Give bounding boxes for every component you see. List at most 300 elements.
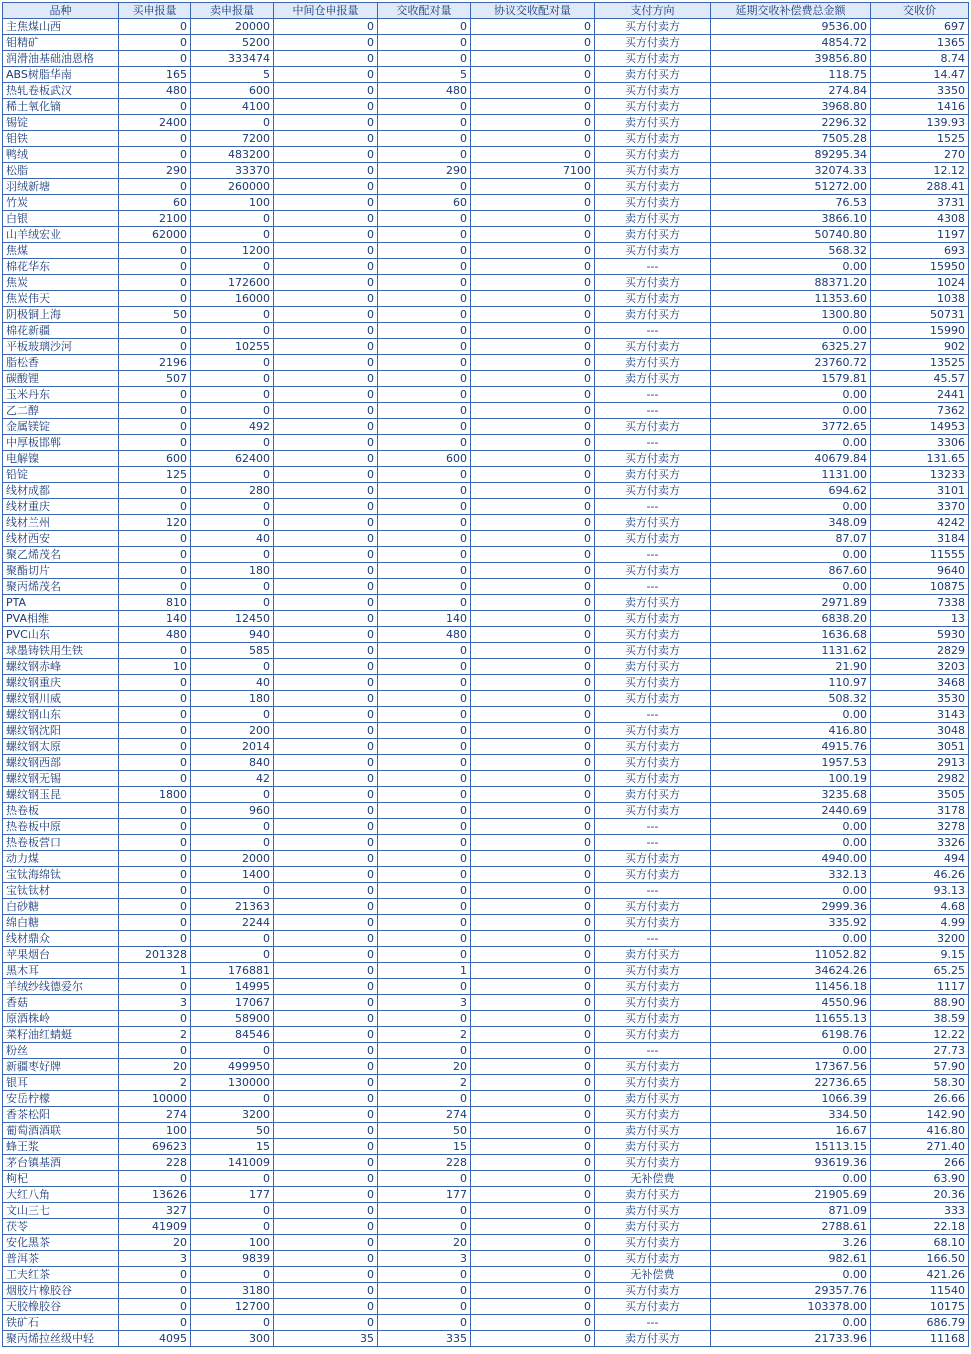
table-row: [3, 1235, 969, 1251]
cell-buy-qty: 0: [119, 739, 191, 755]
cell-buy-qty: 4095: [119, 1331, 191, 1347]
cell-sell-qty: 5200: [191, 35, 274, 51]
cell-delivery-qty: 335: [378, 1331, 471, 1347]
cell-sell-qty: 0: [191, 515, 274, 531]
cell-buy-qty: 0: [119, 323, 191, 339]
cell-sell-qty: 300: [191, 1331, 274, 1347]
table-row: [3, 1299, 969, 1315]
cell-middle-qty: 0: [274, 403, 378, 419]
cell-middle-qty: 0: [274, 515, 378, 531]
cell-middle-qty: 0: [274, 163, 378, 179]
cell-middle-qty: 0: [274, 1027, 378, 1043]
cell-compensation-amount: 11456.18: [711, 979, 871, 995]
cell-sell-qty: 0: [191, 1219, 274, 1235]
cell-pay-direction: 买方付卖方: [595, 1027, 711, 1043]
cell-middle-qty: 0: [274, 1235, 378, 1251]
cell-middle-qty: 0: [274, 883, 378, 899]
cell-pay-direction: 买方付卖方: [595, 1235, 711, 1251]
cell-sell-qty: 200: [191, 723, 274, 739]
cell-sell-qty: 100: [191, 195, 274, 211]
cell-compensation-amount: 568.32: [711, 243, 871, 259]
cell-delivery-price: 3731: [871, 195, 969, 211]
cell-compensation-amount: 2788.61: [711, 1219, 871, 1235]
cell-buy-qty: 0: [119, 867, 191, 883]
cell-sell-qty: 12700: [191, 1299, 274, 1315]
cell-variety: 宝钛钛材: [3, 883, 119, 899]
cell-middle-qty: 0: [274, 931, 378, 947]
cell-agreement-qty: 0: [471, 835, 595, 851]
cell-sell-qty: 0: [191, 403, 274, 419]
cell-delivery-qty: 0: [378, 771, 471, 787]
cell-pay-direction: 卖方付买方: [595, 211, 711, 227]
cell-pay-direction: 卖方付买方: [595, 947, 711, 963]
cell-agreement-qty: 0: [471, 659, 595, 675]
cell-middle-qty: 0: [274, 1219, 378, 1235]
cell-sell-qty: 280: [191, 483, 274, 499]
cell-agreement-qty: 0: [471, 1011, 595, 1027]
cell-variety: 阴极铜上海: [3, 307, 119, 323]
table-row: [3, 211, 969, 227]
cell-buy-qty: 120: [119, 515, 191, 531]
cell-agreement-qty: 0: [471, 1139, 595, 1155]
cell-pay-direction: 卖方付买方: [595, 307, 711, 323]
table-row: [3, 1139, 969, 1155]
cell-delivery-price: 3178: [871, 803, 969, 819]
cell-variety: 苹果烟台: [3, 947, 119, 963]
cell-variety: 热卷板: [3, 803, 119, 819]
cell-delivery-price: 1038: [871, 291, 969, 307]
cell-sell-qty: 0: [191, 931, 274, 947]
cell-buy-qty: 0: [119, 339, 191, 355]
cell-agreement-qty: 0: [471, 1315, 595, 1331]
cell-pay-direction: 买方付卖方: [595, 1251, 711, 1267]
cell-variety: 工夫红茶: [3, 1267, 119, 1283]
cell-middle-qty: 0: [274, 19, 378, 35]
cell-agreement-qty: 0: [471, 1299, 595, 1315]
cell-delivery-price: 3278: [871, 819, 969, 835]
cell-compensation-amount: 0.00: [711, 819, 871, 835]
cell-variety: 螺纹钢川威: [3, 691, 119, 707]
cell-delivery-price: 686.79: [871, 1315, 969, 1331]
cell-middle-qty: 0: [274, 563, 378, 579]
cell-sell-qty: 58900: [191, 1011, 274, 1027]
cell-delivery-qty: 0: [378, 579, 471, 595]
cell-middle-qty: 0: [274, 483, 378, 499]
cell-pay-direction: ---: [595, 707, 711, 723]
cell-compensation-amount: 7505.28: [711, 131, 871, 147]
cell-buy-qty: 69623: [119, 1139, 191, 1155]
table-row: [3, 819, 969, 835]
cell-middle-qty: 0: [274, 1251, 378, 1267]
cell-compensation-amount: 3772.65: [711, 419, 871, 435]
cell-pay-direction: ---: [595, 547, 711, 563]
cell-middle-qty: 0: [274, 99, 378, 115]
table-row: [3, 451, 969, 467]
cell-delivery-qty: 0: [378, 435, 471, 451]
cell-agreement-qty: 0: [471, 387, 595, 403]
cell-compensation-amount: 0.00: [711, 1315, 871, 1331]
cell-sell-qty: 960: [191, 803, 274, 819]
cell-delivery-qty: 0: [378, 19, 471, 35]
cell-middle-qty: 0: [274, 595, 378, 611]
cell-variety: 原酒株岭: [3, 1011, 119, 1027]
table-row: [3, 995, 969, 1011]
cell-buy-qty: 100: [119, 1123, 191, 1139]
cell-delivery-qty: 480: [378, 627, 471, 643]
table-row: [3, 883, 969, 899]
cell-variety: 中厚板邯郸: [3, 435, 119, 451]
table-row: [3, 483, 969, 499]
cell-compensation-amount: 0.00: [711, 435, 871, 451]
cell-variety: 铁矿石: [3, 1315, 119, 1331]
cell-buy-qty: 0: [119, 931, 191, 947]
cell-middle-qty: 0: [274, 1091, 378, 1107]
cell-sell-qty: 0: [191, 595, 274, 611]
cell-buy-qty: 0: [119, 563, 191, 579]
cell-variety: 焦炭: [3, 275, 119, 291]
header-variety: 品种: [3, 3, 119, 19]
cell-compensation-amount: 0.00: [711, 931, 871, 947]
table-row: [3, 611, 969, 627]
cell-compensation-amount: 1300.80: [711, 307, 871, 323]
table-row: [3, 323, 969, 339]
cell-compensation-amount: 0.00: [711, 387, 871, 403]
cell-agreement-qty: 0: [471, 595, 595, 611]
table-row: [3, 387, 969, 403]
cell-middle-qty: 0: [274, 579, 378, 595]
cell-compensation-amount: 50740.80: [711, 227, 871, 243]
cell-compensation-amount: 32074.33: [711, 163, 871, 179]
cell-delivery-price: 142.90: [871, 1107, 969, 1123]
cell-agreement-qty: 0: [471, 323, 595, 339]
cell-sell-qty: 0: [191, 659, 274, 675]
cell-agreement-qty: 0: [471, 723, 595, 739]
cell-delivery-price: 3370: [871, 499, 969, 515]
cell-agreement-qty: 0: [471, 1219, 595, 1235]
cell-middle-qty: 0: [274, 1011, 378, 1027]
cell-middle-qty: 0: [274, 1299, 378, 1315]
table-row: [3, 1011, 969, 1027]
cell-delivery-qty: 0: [378, 595, 471, 611]
table-body: [3, 19, 969, 1347]
cell-sell-qty: 33370: [191, 163, 274, 179]
cell-sell-qty: 16000: [191, 291, 274, 307]
table-row: [3, 1075, 969, 1091]
cell-buy-qty: 41909: [119, 1219, 191, 1235]
cell-pay-direction: 买方付卖方: [595, 19, 711, 35]
cell-delivery-price: 3306: [871, 435, 969, 451]
cell-variety: 新疆枣好牌: [3, 1059, 119, 1075]
cell-middle-qty: 0: [274, 419, 378, 435]
cell-buy-qty: 0: [119, 643, 191, 659]
cell-sell-qty: 180: [191, 563, 274, 579]
cell-compensation-amount: 416.80: [711, 723, 871, 739]
cell-buy-qty: 0: [119, 179, 191, 195]
cell-agreement-qty: 0: [471, 1091, 595, 1107]
cell-delivery-price: 139.93: [871, 115, 969, 131]
cell-compensation-amount: 2971.89: [711, 595, 871, 611]
cell-sell-qty: 42: [191, 771, 274, 787]
cell-delivery-price: 27.73: [871, 1043, 969, 1059]
cell-variety: 香茶松阳: [3, 1107, 119, 1123]
cell-buy-qty: 0: [119, 819, 191, 835]
cell-pay-direction: ---: [595, 403, 711, 419]
cell-sell-qty: 0: [191, 707, 274, 723]
cell-pay-direction: 卖方付买方: [595, 355, 711, 371]
cell-pay-direction: 买方付卖方: [595, 99, 711, 115]
cell-compensation-amount: 100.19: [711, 771, 871, 787]
table-row: [3, 579, 969, 595]
cell-middle-qty: 0: [274, 1187, 378, 1203]
cell-buy-qty: 2: [119, 1075, 191, 1091]
cell-delivery-price: 88.90: [871, 995, 969, 1011]
table-row: [3, 403, 969, 419]
cell-delivery-price: 10175: [871, 1299, 969, 1315]
cell-compensation-amount: 15113.15: [711, 1139, 871, 1155]
cell-compensation-amount: 0.00: [711, 323, 871, 339]
cell-sell-qty: 0: [191, 259, 274, 275]
cell-delivery-price: 3530: [871, 691, 969, 707]
cell-agreement-qty: 0: [471, 1171, 595, 1187]
table-row: [3, 659, 969, 675]
cell-pay-direction: 买方付卖方: [595, 131, 711, 147]
cell-delivery-qty: 0: [378, 947, 471, 963]
cell-delivery-qty: 0: [378, 51, 471, 67]
cell-pay-direction: 卖方付买方: [595, 1091, 711, 1107]
cell-delivery-qty: 0: [378, 931, 471, 947]
cell-sell-qty: 0: [191, 467, 274, 483]
cell-variety: 烟胶片橡胶谷: [3, 1283, 119, 1299]
cell-delivery-price: 2829: [871, 643, 969, 659]
cell-pay-direction: 买方付卖方: [595, 1107, 711, 1123]
cell-delivery-price: 13: [871, 611, 969, 627]
table-row: [3, 979, 969, 995]
table-row: [3, 243, 969, 259]
cell-agreement-qty: 0: [471, 195, 595, 211]
cell-pay-direction: 买方付卖方: [595, 1059, 711, 1075]
cell-variety: 山羊绒宏业: [3, 227, 119, 243]
cell-pay-direction: 买方付卖方: [595, 915, 711, 931]
cell-sell-qty: 40: [191, 531, 274, 547]
cell-buy-qty: 0: [119, 707, 191, 723]
cell-delivery-qty: 0: [378, 419, 471, 435]
cell-variety: 白砂糖: [3, 899, 119, 915]
cell-delivery-qty: 0: [378, 307, 471, 323]
table-row: [3, 147, 969, 163]
cell-middle-qty: 0: [274, 259, 378, 275]
cell-compensation-amount: 16.67: [711, 1123, 871, 1139]
cell-sell-qty: 1400: [191, 867, 274, 883]
cell-delivery-price: 3184: [871, 531, 969, 547]
cell-compensation-amount: 0.00: [711, 259, 871, 275]
cell-middle-qty: 0: [274, 67, 378, 83]
cell-sell-qty: 7200: [191, 131, 274, 147]
cell-middle-qty: 0: [274, 787, 378, 803]
cell-buy-qty: 0: [119, 259, 191, 275]
cell-delivery-price: 5930: [871, 627, 969, 643]
cell-middle-qty: 0: [274, 115, 378, 131]
cell-agreement-qty: 0: [471, 627, 595, 643]
cell-middle-qty: 0: [274, 643, 378, 659]
cell-buy-qty: 0: [119, 403, 191, 419]
cell-delivery-qty: 0: [378, 883, 471, 899]
cell-sell-qty: 0: [191, 835, 274, 851]
table-row: [3, 867, 969, 883]
table-row: [3, 851, 969, 867]
cell-pay-direction: 买方付卖方: [595, 35, 711, 51]
cell-agreement-qty: 0: [471, 259, 595, 275]
cell-delivery-qty: 0: [378, 515, 471, 531]
cell-compensation-amount: 0.00: [711, 499, 871, 515]
cell-middle-qty: 0: [274, 915, 378, 931]
cell-buy-qty: 0: [119, 915, 191, 931]
cell-pay-direction: 卖方付买方: [595, 1219, 711, 1235]
cell-middle-qty: 0: [274, 1267, 378, 1283]
cell-compensation-amount: 6198.76: [711, 1027, 871, 1043]
cell-compensation-amount: 335.92: [711, 915, 871, 931]
cell-variety: 黑木耳: [3, 963, 119, 979]
header-agreement-qty: 协议交收配对量: [471, 3, 595, 19]
table-row: [3, 419, 969, 435]
table-row: [3, 19, 969, 35]
cell-variety: 线材西安: [3, 531, 119, 547]
cell-pay-direction: 买方付卖方: [595, 611, 711, 627]
cell-delivery-qty: 0: [378, 243, 471, 259]
cell-variety: 鸭绒: [3, 147, 119, 163]
cell-sell-qty: 3180: [191, 1283, 274, 1299]
cell-delivery-qty: 0: [378, 179, 471, 195]
table-row: [3, 1203, 969, 1219]
cell-pay-direction: ---: [595, 323, 711, 339]
cell-middle-qty: 0: [274, 659, 378, 675]
cell-compensation-amount: 1957.53: [711, 755, 871, 771]
cell-delivery-price: 1197: [871, 227, 969, 243]
cell-delivery-price: 416.80: [871, 1123, 969, 1139]
cell-agreement-qty: 0: [471, 803, 595, 819]
cell-agreement-qty: 0: [471, 419, 595, 435]
cell-pay-direction: ---: [595, 819, 711, 835]
cell-delivery-price: 3326: [871, 835, 969, 851]
cell-sell-qty: 17067: [191, 995, 274, 1011]
table-row: [3, 787, 969, 803]
cell-pay-direction: 买方付卖方: [595, 563, 711, 579]
cell-variety: 天胶橡胶谷: [3, 1299, 119, 1315]
cell-pay-direction: 买方付卖方: [595, 771, 711, 787]
cell-delivery-price: 1416: [871, 99, 969, 115]
cell-delivery-qty: 0: [378, 467, 471, 483]
cell-buy-qty: 290: [119, 163, 191, 179]
header-middle-qty: 中间仓申报量: [274, 3, 378, 19]
cell-variety: 银耳: [3, 1075, 119, 1091]
cell-sell-qty: 172600: [191, 275, 274, 291]
header-delivery-price: 交收价: [871, 3, 969, 19]
table-row: [3, 963, 969, 979]
table-row: [3, 707, 969, 723]
cell-variety: 聚酯切片: [3, 563, 119, 579]
cell-pay-direction: ---: [595, 259, 711, 275]
cell-pay-direction: 买方付卖方: [595, 803, 711, 819]
table-row: [3, 595, 969, 611]
table-row: [3, 771, 969, 787]
cell-compensation-amount: 6325.27: [711, 339, 871, 355]
cell-sell-qty: 0: [191, 1171, 274, 1187]
cell-delivery-price: 270: [871, 147, 969, 163]
cell-buy-qty: 140: [119, 611, 191, 627]
cell-delivery-price: 12.12: [871, 163, 969, 179]
cell-variety: 棉花华东: [3, 259, 119, 275]
cell-agreement-qty: 0: [471, 1187, 595, 1203]
table-row: [3, 35, 969, 51]
cell-sell-qty: 0: [191, 547, 274, 563]
cell-agreement-qty: 0: [471, 99, 595, 115]
cell-buy-qty: 2100: [119, 211, 191, 227]
cell-delivery-price: 902: [871, 339, 969, 355]
cell-variety: 动力煤: [3, 851, 119, 867]
cell-pay-direction: 买方付卖方: [595, 675, 711, 691]
cell-buy-qty: 10: [119, 659, 191, 675]
cell-buy-qty: 2400: [119, 115, 191, 131]
table-row: [3, 275, 969, 291]
cell-compensation-amount: 4550.96: [711, 995, 871, 1011]
cell-variety: 聚乙烯茂名: [3, 547, 119, 563]
cell-middle-qty: 0: [274, 371, 378, 387]
cell-delivery-price: 8.74: [871, 51, 969, 67]
table-row: [3, 131, 969, 147]
cell-delivery-price: 2441: [871, 387, 969, 403]
cell-pay-direction: 卖方付买方: [595, 227, 711, 243]
cell-agreement-qty: 0: [471, 147, 595, 163]
cell-variety: PVA相维: [3, 611, 119, 627]
cell-buy-qty: 0: [119, 579, 191, 595]
cell-buy-qty: 1800: [119, 787, 191, 803]
cell-delivery-qty: 0: [378, 739, 471, 755]
cell-agreement-qty: 0: [471, 1235, 595, 1251]
cell-compensation-amount: 1131.00: [711, 467, 871, 483]
cell-compensation-amount: 29357.76: [711, 1283, 871, 1299]
cell-agreement-qty: 0: [471, 483, 595, 499]
cell-buy-qty: 507: [119, 371, 191, 387]
cell-delivery-qty: 480: [378, 83, 471, 99]
cell-delivery-qty: 0: [378, 531, 471, 547]
cell-delivery-qty: 0: [378, 387, 471, 403]
cell-sell-qty: 12450: [191, 611, 274, 627]
cell-compensation-amount: 332.13: [711, 867, 871, 883]
cell-buy-qty: 10000: [119, 1091, 191, 1107]
cell-variety: 白银: [3, 211, 119, 227]
cell-buy-qty: 0: [119, 275, 191, 291]
cell-delivery-qty: 0: [378, 1203, 471, 1219]
cell-variety: 线材重庆: [3, 499, 119, 515]
table-row: [3, 755, 969, 771]
cell-pay-direction: 买方付卖方: [595, 419, 711, 435]
cell-pay-direction: 卖方付买方: [595, 1187, 711, 1203]
cell-agreement-qty: 0: [471, 947, 595, 963]
table-row: [3, 291, 969, 307]
cell-delivery-qty: 0: [378, 787, 471, 803]
cell-sell-qty: 62400: [191, 451, 274, 467]
cell-buy-qty: 2196: [119, 355, 191, 371]
cell-delivery-price: 4308: [871, 211, 969, 227]
cell-agreement-qty: 0: [471, 403, 595, 419]
cell-delivery-qty: 0: [378, 899, 471, 915]
cell-middle-qty: 0: [274, 899, 378, 915]
cell-sell-qty: 100: [191, 1235, 274, 1251]
cell-delivery-qty: 177: [378, 1187, 471, 1203]
cell-agreement-qty: 0: [471, 179, 595, 195]
cell-middle-qty: 0: [274, 1315, 378, 1331]
cell-buy-qty: 0: [119, 899, 191, 915]
cell-pay-direction: ---: [595, 1043, 711, 1059]
